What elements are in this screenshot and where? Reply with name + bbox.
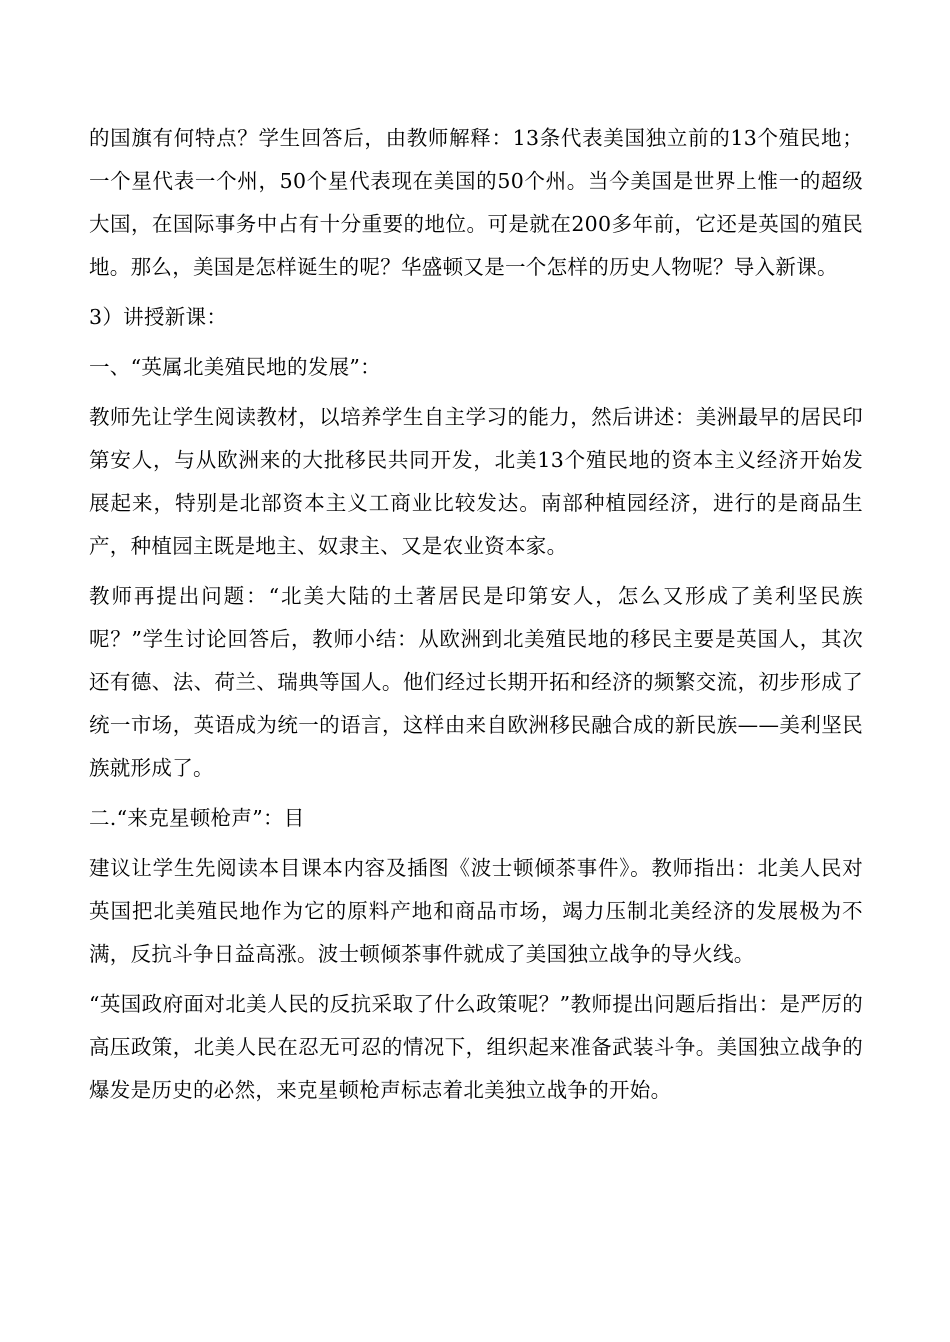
- section-heading-new-lesson: 3）讲授新课：: [89, 305, 228, 329]
- section-heading-lexington: 二.“来克星顿枪声”：目: [89, 806, 305, 830]
- policy-paragraph: “英国政府面对北美人民的反抗采取了什么政策呢？”教师提出问题后指出：是严厉的高压政策，北美人民在忍无可忍的情况下，组织起来准备武装斗争。美国独立战争的爆发是历史的必然，来克星顿枪声标志着北美独立战争的开始。: [89, 992, 863, 1102]
- section-heading-colonies: 一、“英属北美殖民地的发展”：: [89, 355, 381, 379]
- tea-party-paragraph: 建议让学生先阅读本目课本内容及插图《波士顿倾茶事件》。教师指出：北美人民对英国把北美殖民地作为它的原料产地和商品市场，竭力压制北美经济的发展极为不满，反抗斗争日益高涨。波士顿倾茶事件就成了美国独立战争的导火线。: [89, 856, 863, 966]
- document-body: [89, 117, 863, 1119]
- colonies-paragraph: 教师先让学生阅读教材，以培养学生自主学习的能力，然后讲述：美洲最早的居民印第安人，与从欧洲来的大批移民共同开发，北美13个殖民地的资本主义经济开始发展起来，特别是北部资本主义工商业比较发达。南部种植园经济，进行的是商品生产，种植园主既是地主、奴隶主、又是农业资本家。: [89, 405, 863, 558]
- nation-paragraph: 教师再提出问题：“北美大陆的土著居民是印第安人，怎么又形成了美利坚民族呢？”学生讨论回答后，教师小结：从欧洲到北美殖民地的移民主要是英国人，其次还有德、法、荷兰、瑞典等国人。他们经过长期开拓和经济的频繁交流，初步形成了统一市场，英语成为统一的语言，这样由来自欧洲移民融合成的新民族——美利坚民族就形成了。: [89, 584, 863, 780]
- intro-paragraph: 的国旗有何特点？学生回答后，由教师解释：13条代表美国独立前的13个殖民地；一个星代表一个州，50个星代表现在美国的50个州。当今美国是世界上惟一的超级大国，在国际事务中占有十分重要的地位。可是就在200多年前，它还是英国的殖民地。那么，美国是怎样诞生的呢？华盛顿又是一个怎样的历史人物呢？导入新课。: [89, 126, 863, 279]
